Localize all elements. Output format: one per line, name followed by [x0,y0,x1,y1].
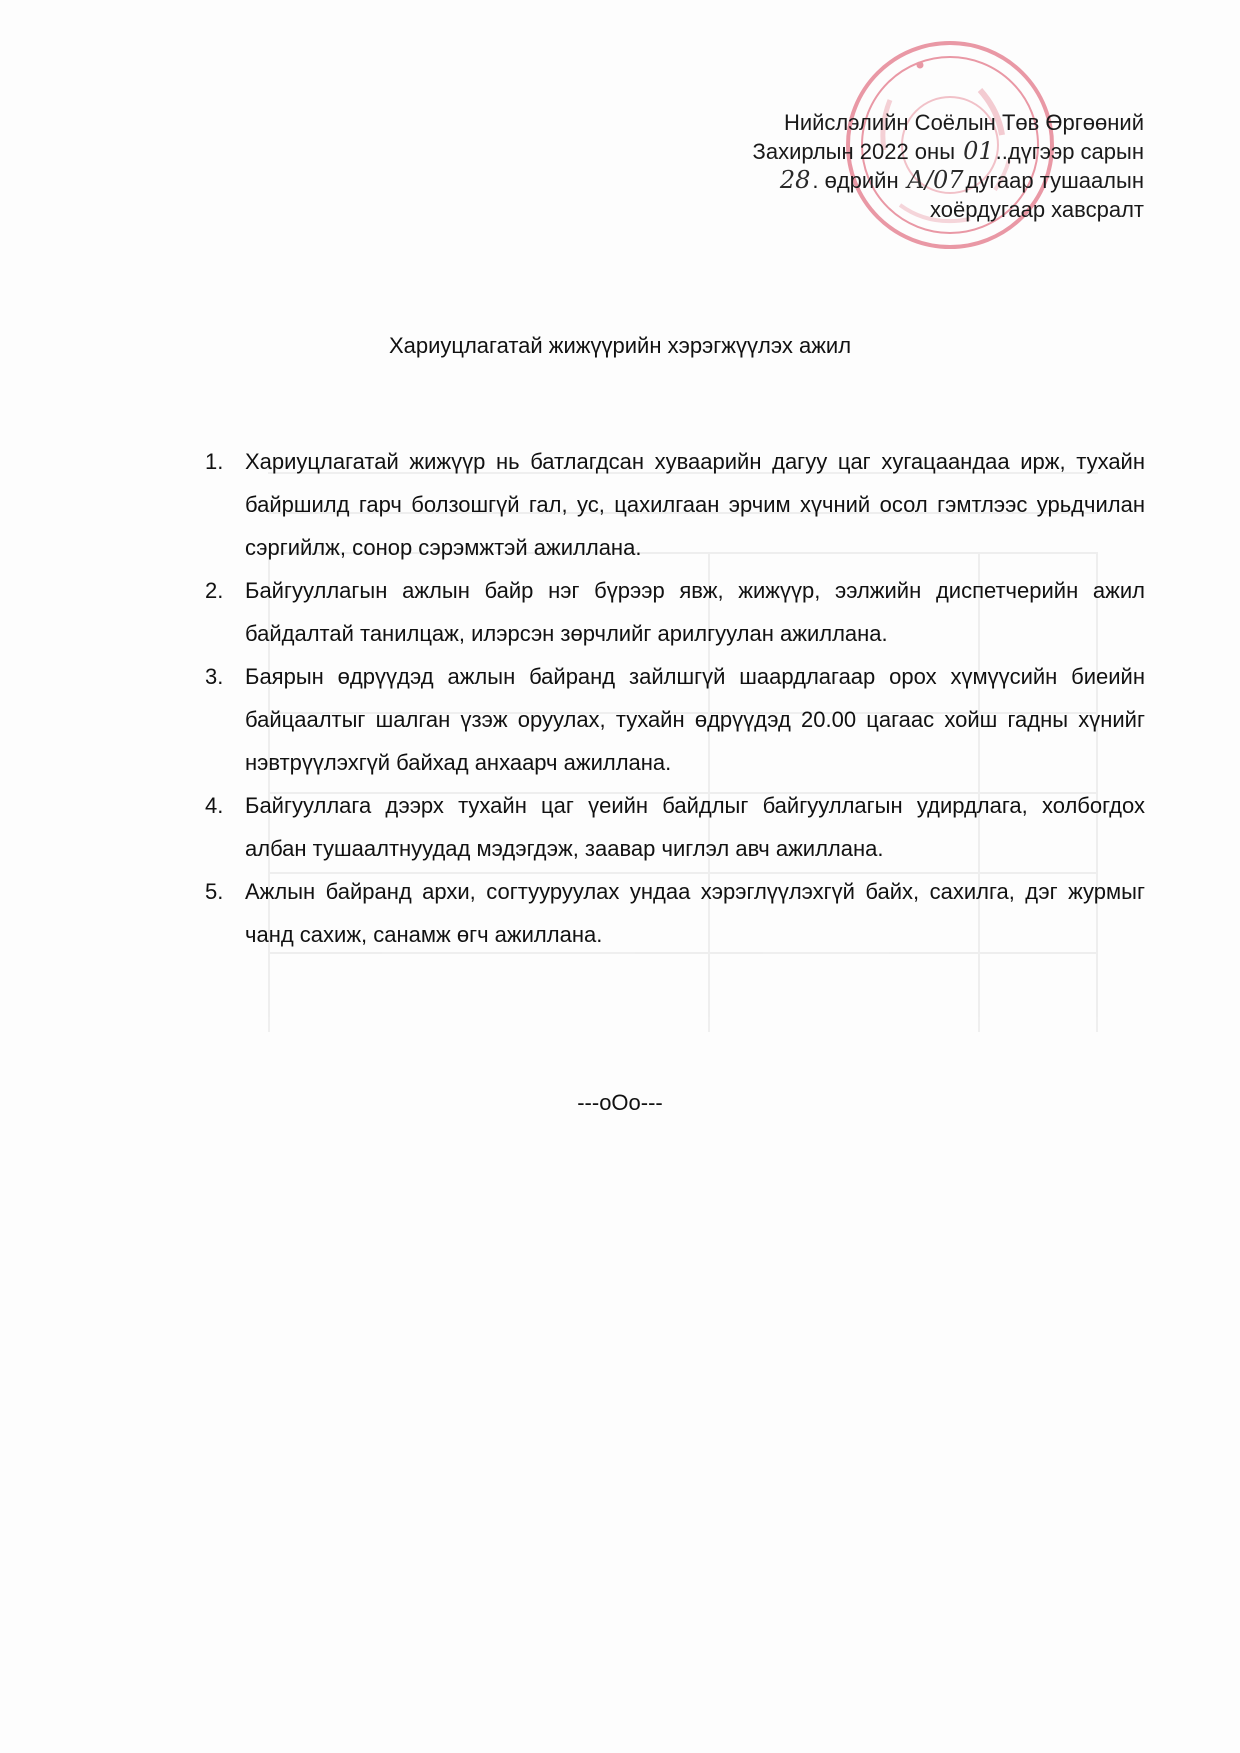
handwritten-order-number: А/07 [906,166,964,194]
end-mark: ---oOo--- [577,1090,663,1115]
header-line-4: хоёрдугаар хавсралт [930,197,1144,222]
list-item [205,440,1145,569]
list-item-text: Ажлын байранд архи, согтууруулах ундаа хэрэглүүлэхгүй байх, сахилга, дэг журмыг чанд сахиж, санамж өгч ажиллана. [245,879,1145,947]
list-item [205,569,1145,655]
header-line-2-prefix: Захирлын 2022 оны [752,139,962,164]
annex-header [684,108,1144,224]
list-item-text: Байгууллага дээрх тухайн цаг үеийн байдлыг байгууллагын удирдлага, холбогдох албан тушаалтнуудад мэдэгдэж, заавар чиглэл авч ажиллана. [245,793,1145,861]
header-line-3-mid: . өдрийн [812,168,905,193]
list-item-number: 3. [205,664,224,689]
list-item [205,655,1145,784]
list-item-text: Байгууллагын ажлын байр нэг бүрээр явж, жижүүр, ээлжийн диспетчерийн ажил байдалтай танилцаж, илэрсэн зөрчлийг арилгуулан ажиллана. [245,578,1145,646]
list-item [205,870,1145,956]
list-item-number: 2. [205,578,224,603]
document-title: Хариуцлагатай жижүүрийн хэрэгжүүлэх ажил [388,333,852,358]
list-item-number: 1. [205,449,224,474]
list-item [205,784,1145,870]
list-item-number: 5. [205,879,224,904]
duty-list [205,440,1145,956]
list-item-text: Хариуцлагатай жижүүр нь батлагдсан хуваарийн дагуу цаг хугацаандаа ирж, тухайн байршилд гарч болзошгүй гал, ус, цахилгаан эрчим хүчний осол гэмтлээс урьдчилан сэргийлж, сонор сэрэмжтэй ажиллана. [245,449,1145,560]
header-line-3-suffix: дугаар тушаалын [965,168,1144,193]
header-line-1: Нийслэлийн Соёлын Төв Өргөөний [783,110,1144,135]
handwritten-month: 01 [963,137,994,165]
list-item-number: 4. [205,793,224,818]
header-line-2-suffix: ..дүгээр сарын [995,139,1144,164]
header-line-3 [684,166,1144,195]
handwritten-day: 28 [779,166,811,194]
header-line-2 [684,137,1144,166]
list-item-text: Баярын өдрүүдэд ажлын байранд зайлшгүй шаардлагаар орох хүмүүсийн биеийн байцаалтыг шалган үзэж оруулах, тухайн өдрүүдэд 20.00 цагаас хойш гадны хүнийг нэвтрүүлэхгүй байхад анхаарч ажиллана. [245,664,1145,775]
